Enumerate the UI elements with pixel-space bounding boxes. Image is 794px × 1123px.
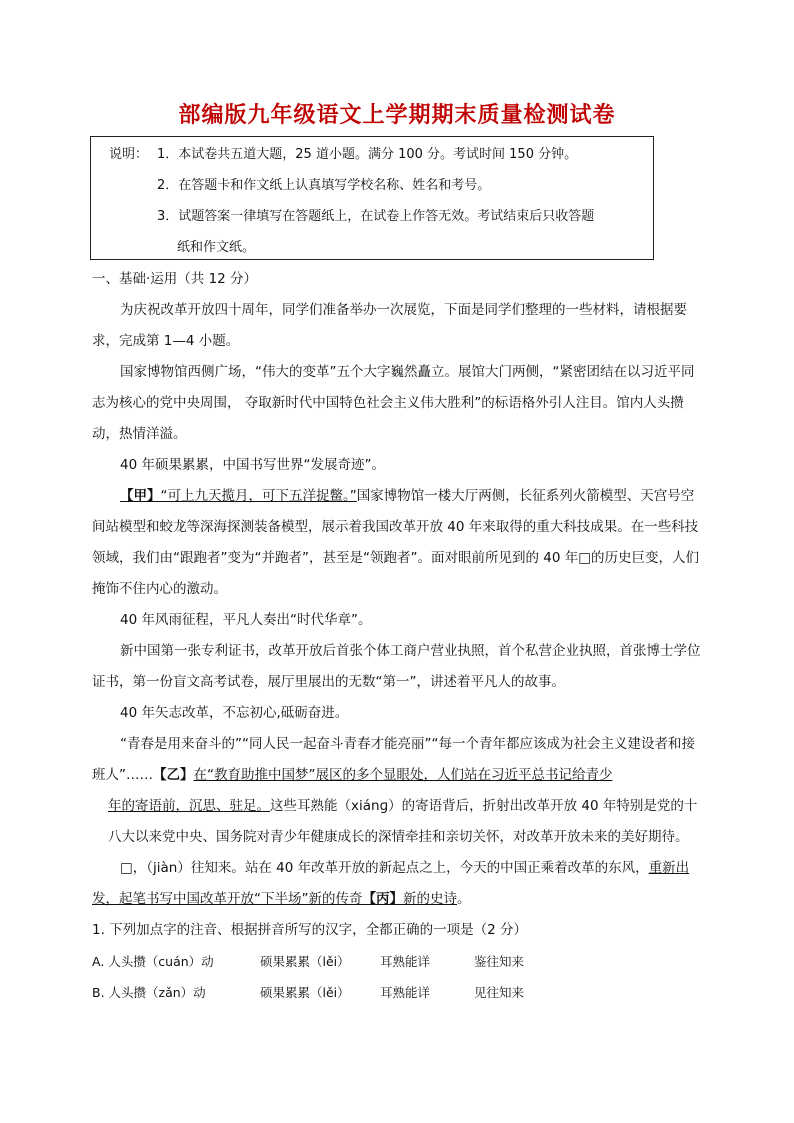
material-paragraph-6: 40 年矢志改革，不忘初心,砥砺奋进。 <box>120 705 349 721</box>
instructions-label: 说明： <box>109 147 149 162</box>
mark-yi: 【乙】 <box>153 767 194 783</box>
material-paragraph-4: 40 年风雨征程，平凡人奏出“时代华章”。 <box>120 612 372 628</box>
material-paragraph-8 <box>92 791 704 822</box>
underlined-yi-1: 在“教育助推中国梦”展区的多个显眼处，人们站在习近平总书记给青少 <box>193 767 613 783</box>
underlined-yi-2: 年的寄语前，沉思、驻足。 <box>108 798 270 814</box>
instruction-3-cont: 纸和作文纸。 <box>177 240 256 255</box>
underlined-bing-1: 重新出发，起笔书写中国改革开放“下半场”新的传奇 <box>92 860 690 907</box>
exam-title: 部编版九年级语文上学期期末质量检测试卷 <box>178 102 616 128</box>
option-b-c1: B. 人头攒（zǎn）动 <box>92 985 206 1000</box>
section-intro: 为庆祝改革开放四十周年，同学们准备举办一次展览，下面是同学们整理的一些材料，请根据要求，完成第 1—4 小题。 <box>92 302 687 349</box>
material-paragraph-2: 40 年硕果累累，中国书写世界“发展奇迹”。 <box>120 457 385 473</box>
paragraph-7-text: “青春是用来奋斗的”“同人民一起奋斗青春才能亮丽”“每一个青年都应该成为社会主义建设者和接班人”…… <box>92 736 695 783</box>
section-heading: 一、基础·运用（共 12 分） <box>92 271 258 287</box>
material-paragraph-7 <box>92 729 704 791</box>
option-a-c3: 耳熟能详 <box>380 954 431 969</box>
mark-bing: 【丙】 <box>362 891 403 907</box>
option-b-c3: 耳熟能详 <box>380 985 431 1000</box>
option-a-c1: A. 人头攒（cuán）动 <box>92 954 214 969</box>
question-1-option-b <box>92 977 704 1008</box>
option-a-c2: 硕果累累（lěi） <box>260 954 350 969</box>
question-1-option-a <box>92 946 704 977</box>
material-paragraph-9: 八大以来党中央、国务院对青少年健康成长的深情牵挂和亲切关怀，对改革开放未来的美好期待。 <box>108 829 689 845</box>
option-b-c4: 见往知来 <box>474 985 525 1000</box>
instruction-3: 3．试题答案一律填写在答题纸上，在试卷上作答无效。考试结束后只收答题 <box>157 209 595 224</box>
paragraph-10-end: 。 <box>457 891 471 907</box>
instruction-2: 2．在答题卡和作文纸上认真填写学校名称、姓名和考号。 <box>157 178 491 193</box>
exam-body <box>92 264 704 1008</box>
material-paragraph-3 <box>92 481 704 605</box>
paragraph-8-text: 这些耳熟能（xiánɡ）的寄语背后，折射出改革开放 40 年特别是党的十 <box>270 798 698 814</box>
instructions-box <box>90 136 654 260</box>
underlined-bing-2: 新的史诗 <box>403 891 457 907</box>
quote-jia: “可上九天揽月，可下五洋捉鳖。” <box>160 488 357 504</box>
paragraph-3-text: 国家博物馆一楼大厅两侧，长征系列火箭模型、天宫号空间站模型和蛟龙等深海探测装备模型，展示着我国改革开放 40 年来取得的重大科技成果。在一些科技领域，我们由“跟跑者”变为“并跑者”，甚至是“领跑者”。面对眼前所见到的 40 年□的历史巨变，人们掩饰不住内心的激动。 <box>92 488 699 597</box>
material-paragraph-10 <box>92 853 704 915</box>
paragraph-10-text: □，（jiàn）往知来。站在 40 年改革开放的新起点之上，今天的中国正乘着改革的东风， <box>120 860 649 876</box>
material-paragraph-5: 新中国第一张专利证书，改革开放后首张个体工商户营业执照，首个私营企业执照，首张博士学位证书，第一份盲文高考试卷，展厅里展出的无数“第一”，讲述着平凡人的故事。 <box>92 643 701 690</box>
option-a-c4: 鉴往知来 <box>474 954 525 969</box>
option-b-c2: 硕果累累（lěi） <box>260 985 350 1000</box>
instruction-1: 1．本试卷共五道大题，25 道小题。满分 100 分。考试时间 150 分钟。 <box>157 147 578 162</box>
material-paragraph-1: 国家博物馆西侧广场，“伟大的变革”五个大字巍然矗立。展馆大门两侧，“紧密团结在以习近平同志为核心的党中央周围， 夺取新时代中国特色社会主义伟大胜利”的标语格外引人注目。馆内人头攒 动，热情洋溢。 <box>92 364 695 442</box>
question-1-stem: 1. 下列加点字的注音、根据拼音所写的汉字，全都正确的一项是（2 分） <box>92 922 528 938</box>
mark-jia: 【甲】 <box>120 488 161 504</box>
